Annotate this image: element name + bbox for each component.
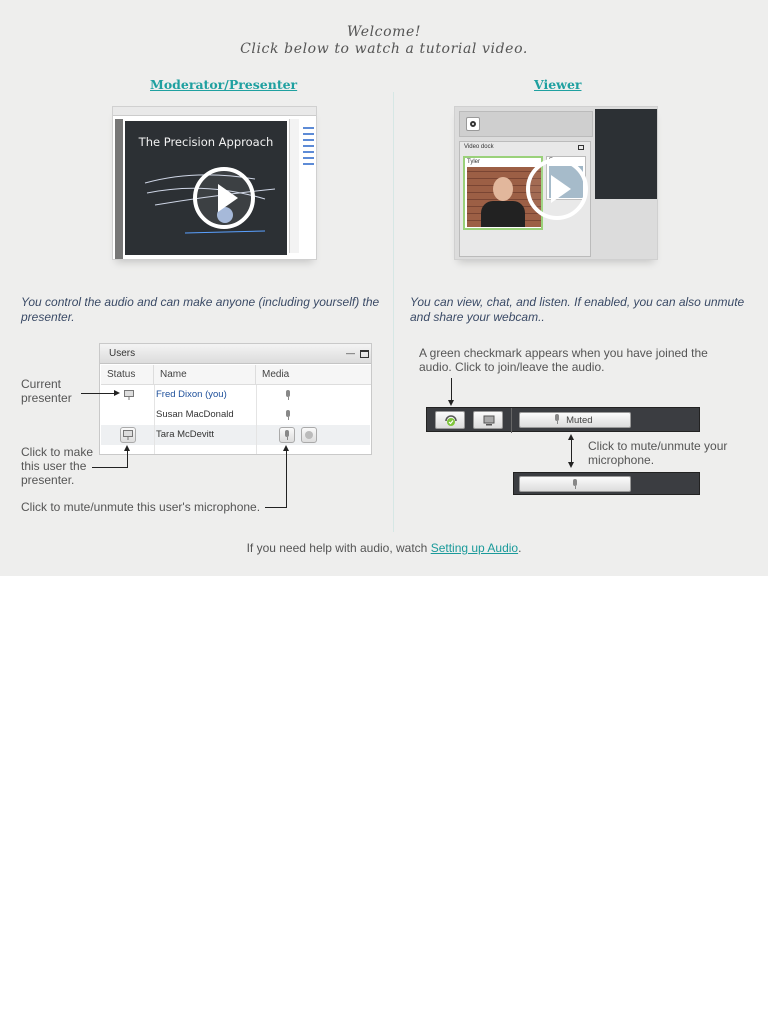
footer-text: If you need help with audio, watch — [246, 541, 431, 555]
webcam-icon — [483, 414, 495, 426]
arrow-line — [265, 507, 287, 508]
person-body — [481, 201, 525, 227]
moderator-presenter-link[interactable]: Moderator/Presenter — [150, 77, 298, 92]
thumb-toolbar — [459, 111, 593, 137]
mute-button[interactable] — [519, 476, 631, 492]
arrow-head — [568, 462, 574, 468]
webcam-share-button[interactable] — [473, 411, 503, 429]
arrow-line — [451, 378, 452, 400]
audio-toolbar-unmuted — [513, 472, 700, 495]
arrow-head — [568, 434, 574, 440]
microphone-icon[interactable] — [285, 390, 291, 400]
welcome-subtitle: Click below to watch a tutorial video. — [240, 41, 528, 57]
webcam-button[interactable] — [301, 427, 317, 443]
slide-title: The Precision Approach — [138, 135, 274, 149]
microphone-icon — [572, 479, 578, 489]
checkmark-note: A green checkmark appears when you have joined the audio. Click to join/leave the audio. — [419, 346, 708, 374]
chalkboard-slide — [125, 121, 287, 255]
arrow-line — [92, 467, 128, 468]
thumb-left-strip — [115, 119, 123, 259]
headset-icon — [444, 413, 458, 427]
moderator-description: You control the audio and can make anyone (including yourself) the presenter. — [21, 295, 380, 324]
webcam-name: Fre — [549, 158, 558, 164]
arrow-head — [283, 445, 289, 451]
viewer-link[interactable]: Viewer — [534, 77, 582, 92]
column-divider — [393, 92, 394, 532]
user-row-1[interactable] — [101, 385, 370, 405]
column-header-name[interactable]: Name — [154, 365, 256, 385]
arrow-line — [127, 451, 128, 468]
microphone-icon — [284, 430, 290, 440]
mute-user-label: Click to mute/unmute this user's microphone. — [21, 500, 261, 514]
thumb-board — [595, 109, 658, 199]
user-row-3[interactable] — [101, 425, 370, 445]
arrow-head — [448, 400, 454, 406]
mute-user-button[interactable] — [279, 427, 295, 443]
footer-suffix: . — [518, 541, 522, 555]
user-name: Susan MacDonald — [156, 409, 234, 420]
viewer-video-thumbnail[interactable] — [454, 106, 658, 260]
arrow-head — [124, 445, 130, 451]
audio-toolbar-joined — [426, 407, 700, 432]
column-header-status[interactable]: Status — [101, 365, 154, 385]
video-dock — [459, 141, 591, 257]
maximize-icon[interactable] — [360, 350, 369, 358]
users-title: Users — [109, 348, 136, 359]
presenter-icon — [123, 430, 133, 440]
presenter-icon — [124, 390, 134, 400]
column-header-media[interactable]: Media — [256, 365, 371, 385]
welcome-title: Welcome! — [346, 24, 422, 40]
make-presenter-label: Click to make this user the presenter. — [21, 445, 94, 487]
microphone-icon[interactable] — [285, 410, 291, 420]
minimize-icon[interactable]: — — [346, 348, 355, 358]
thumb-chat-strip — [301, 119, 316, 253]
users-titlebar — [100, 344, 371, 364]
play-icon[interactable] — [526, 158, 588, 220]
current-presenter-label: Current presenter — [21, 377, 72, 405]
arrow-line — [571, 439, 572, 462]
arrow-head — [114, 390, 120, 396]
setting-up-audio-link[interactable]: Setting up Audio — [430, 541, 519, 555]
webcam-icon — [305, 431, 313, 439]
footer-help — [0, 541, 768, 555]
user-name: Fred Dixon (you) — [156, 389, 227, 400]
play-icon[interactable] — [193, 167, 255, 229]
viewer-description: You can view, chat, and listen. If enabled, you can also unmute and share your webcam.. — [410, 295, 745, 324]
users-window — [99, 343, 372, 455]
muted-label: Muted — [566, 415, 593, 426]
join-audio-button[interactable] — [435, 411, 465, 429]
mute-toggle-note: Click to mute/unmute your microphone. — [588, 439, 728, 467]
user-row-2[interactable] — [101, 405, 370, 425]
user-name: Tara McDevitt — [156, 429, 215, 440]
moderator-video-thumbnail[interactable] — [112, 106, 317, 260]
person-head — [493, 177, 513, 201]
microphone-icon — [554, 414, 560, 424]
arrow-line — [81, 393, 115, 394]
arrow-line — [286, 451, 287, 508]
muted-button[interactable] — [519, 412, 631, 428]
maximize-icon — [578, 145, 584, 150]
thumb-toolbar — [289, 119, 299, 253]
gear-icon — [466, 117, 480, 131]
webcam-name: Tyler — [467, 159, 481, 165]
thumb-titlebar — [113, 107, 317, 116]
video-dock-label: Video dock — [464, 144, 494, 150]
make-presenter-button[interactable] — [120, 427, 136, 443]
